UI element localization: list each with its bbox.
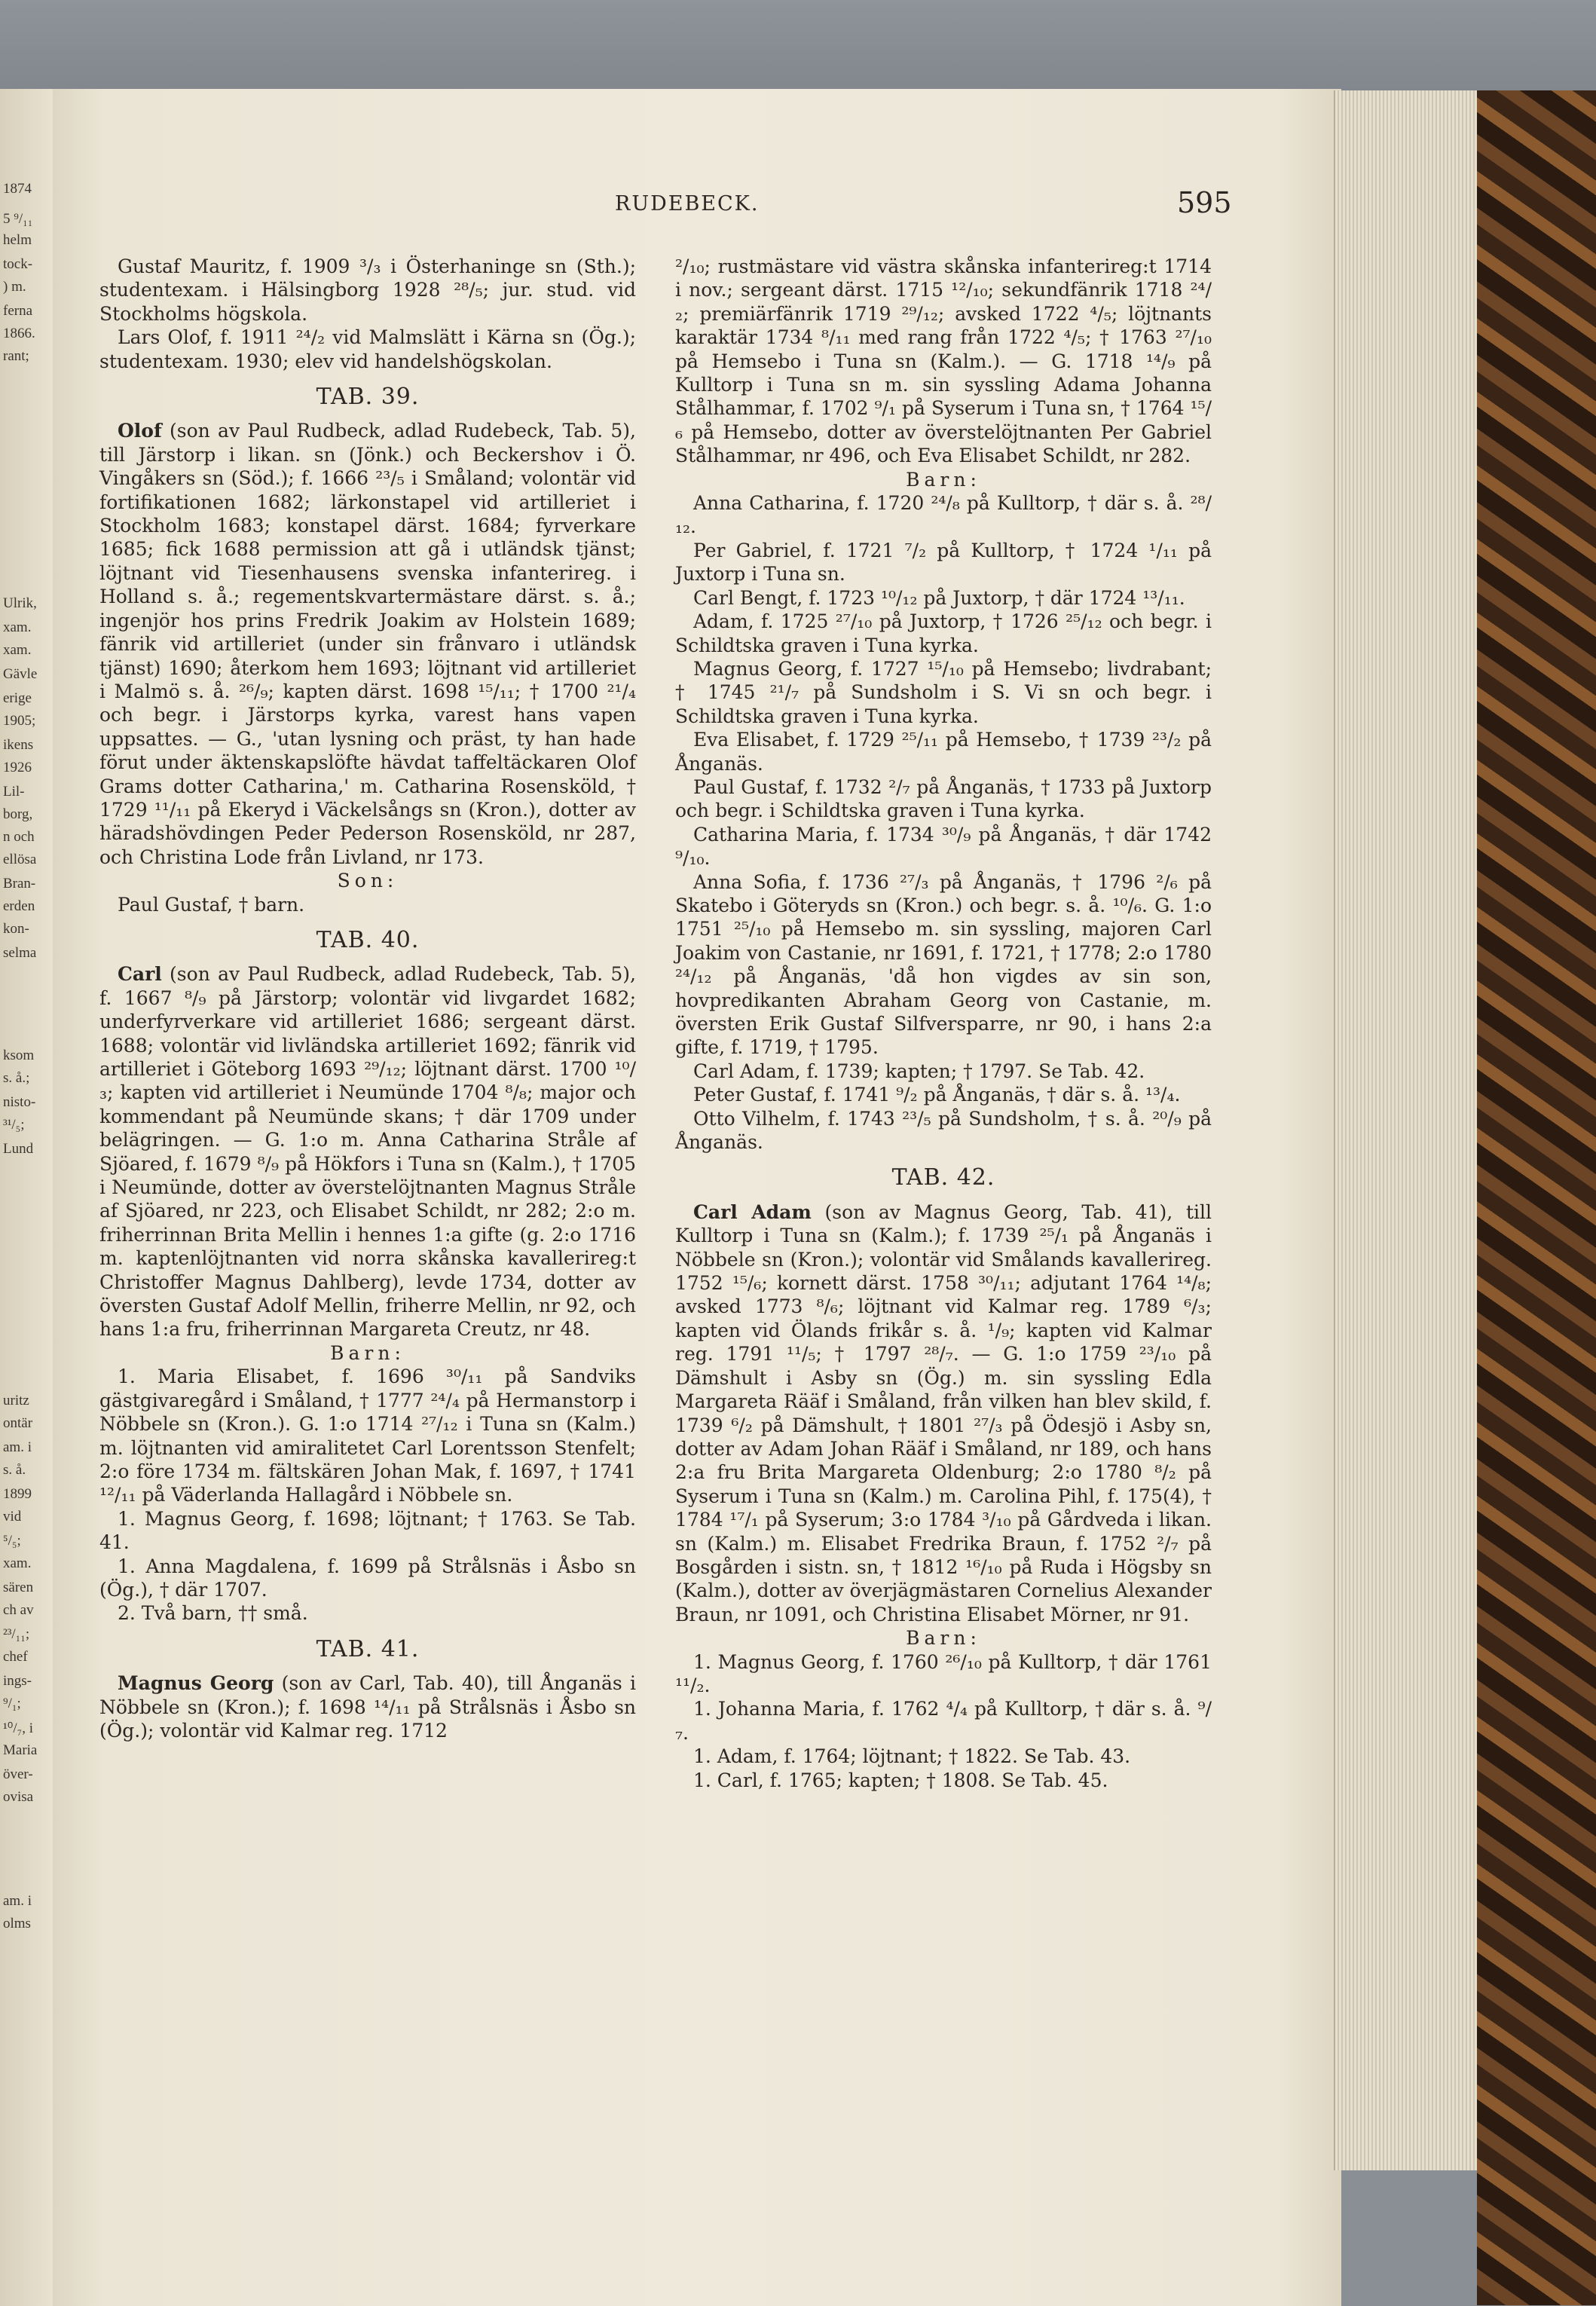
margin-fragment: sären: [3, 1580, 34, 1595]
marbled-binding: [1477, 90, 1596, 2305]
entry-paragraph: [675, 728, 1212, 775]
margin-fragment: kon-: [3, 921, 29, 937]
entry-paragraph: [675, 1060, 1212, 1083]
entry-text: Anna Catharina, f. 1720 ²⁴/₈ på Kulltorp, † där s. å. ²⁸/₁₂.: [675, 492, 1212, 538]
table-heading: TAB. 40.: [316, 926, 420, 953]
margin-fragment: xam.: [3, 619, 32, 635]
entry-name: Carl Adam: [693, 1200, 812, 1223]
margin-fragment: ikens: [3, 737, 34, 753]
entry-text: Carl Bengt, f. 1723 ¹⁰/₁₂ på Juxtorp, † där 1724 ¹³/₁₁.: [693, 586, 1185, 609]
entry-text: Paul Gustaf, † barn.: [118, 893, 305, 916]
entry-text: Adam, f. 1725 ²⁷/₁₀ på Juxtorp, † 1726 ²⁵/₁₂ och begr. i Schildtska graven i Tuna kyrka.: [675, 610, 1212, 656]
margin-fragment: xam.: [3, 642, 32, 658]
entry-text: Carl Adam, f. 1739; kapten; † 1797. Se Tab. 42.: [693, 1060, 1145, 1082]
margin-fragment: 5 ⁹/₁₁: [3, 211, 33, 227]
margin-fragment: ferna: [3, 303, 33, 319]
margin-fragment: s. å.: [3, 1462, 26, 1478]
entry-paragraph: [675, 1650, 1212, 1698]
entry-text: (son av Magnus Georg, Tab. 41), till Kulltorp i Tuna sn (Kalm.); f. 1739 ²⁵/₁ på Ånganäs i Nöbbele sn (Kron.); volontär vid Smålands kavallerireg. 1752 ¹⁵/₆; kornett därst. 1758 ³⁰/₁₁; adjutant 1764 ¹⁴/₈; avsked 1773 ⁸/₆; löjtnant vid Kalmar reg. 1789 ⁶/₃; kapten vid Ölands frikår s. å. ¹/₉; kapten vid Kalmar reg. 1791 ¹¹/₅; † 1797 ²⁸/₇. — G. 1:o 1759 ²³/₁₀ på Dämshult i Asby sn (Ög.) m. sin syssling Edla Margareta Rääf i Småland, från vilken han blev skild, f. 1739 ⁶/₂ på Dämshult, † 1801 ²⁷/₃ på Ödesjö i Asby sn, dotter av Adam Johan Rääf i Småland, nr 189, och hans 2:a fru Brita Margareta Oldenburg; 2:o 1780 ⁸/₂ på Syserum i Tuna sn (Kalm.) m. Carolina Pihl, f. 175(4), † 1784 ¹⁷/₁ på Syserum; 3:o 1784 ³/₁₀ på Gårdveda i likan. sn (Kalm.) m. Elisabet Fredrika Braun, f. 1752 ²/₇ på Bosgården i sistn. sn, † 1812 ¹⁶/₁₀ på Ruda i Högsby sn (Kalm.), dotter av överjägmästaren Cornelius Alexander Braun, nr 1091, och Christina Elisabet Mörner, nr 91.: [675, 1200, 1212, 1626]
margin-fragment: chef: [3, 1649, 28, 1665]
entry-text: (son av Paul Rudbeck, adlad Rudebeck, Tab. 5), f. 1667 ⁸/₉ på Järstorp; volontär vid livgardet 1682; underfyrverkare vid artilleriet 1686; sergeant därst. 1688; volontär vid livländska artilleriet 1692; fänrik vid artilleriet i Göteborg 1693 ²⁹/₁₂; löjtnant därst. 1700 ¹⁰/₃; kapten vid artilleriet i Neumünde 1704 ⁸/₈; major och kommendant på Neumünde skans; † där 1709 under belägringen. — G. 1:o m. Anna Catharina Stråle af Sjöared, f. 1679 ⁸/₉ på Hökfors i Tuna sn (Kalm.), † 1705 i Neumünde, dotter av överstelöjtnanten Magnus Stråle af Sjöared, nr 223, och Elisabet Schildt, nr 282; 2:o m. friherrinnan Brita Mellin i hennes 1:a gifte (g. 2:o 1716 m. kaptenlöjtnanten vid norra skånska kavallerireg:t Christoffer Magnus Dahlberg), levde 1734, dotter av översten Gustaf Adolf Mellin, friherre Mellin, nr 92, och hans 1:a fru, friherrinnan Margareta Creutz, nr 48.: [99, 963, 636, 1341]
left-column: [99, 255, 636, 1742]
entry-paragraph: [675, 539, 1212, 586]
margin-fragment: ings-: [3, 1673, 32, 1689]
entry-paragraph: [675, 775, 1212, 823]
margin-fragment: 1926: [3, 760, 32, 775]
entry-text: 2. Två barn, †† små.: [118, 1602, 308, 1625]
entry-paragraph: [99, 1671, 636, 1742]
margin-fragment: ³¹/₅;: [3, 1117, 25, 1133]
right-column: [675, 255, 1212, 1792]
entry-text: Paul Gustaf, f. 1732 ²/₇ på Ånganäs, † 1733 på Juxtorp och begr. i Schildtska graven i Tuna kyrka.: [675, 775, 1212, 822]
children-label: Barn:: [906, 1627, 981, 1650]
margin-fragment: ⁹/₁;: [3, 1696, 21, 1711]
margin-fragment: selma: [3, 945, 37, 961]
entry-text: 1. Anna Magdalena, f. 1699 på Strålsnäs i Åsbo sn (Ög.), † där 1707.: [99, 1555, 636, 1601]
margin-fragment: s. å.;: [3, 1070, 30, 1086]
entry-paragraph: [675, 610, 1212, 657]
entry-text: Lars Olof, f. 1911 ²⁴/₂ vid Malmslätt i Kärna sn (Ög.); studentexam. 1930; elev vid handelshögskolan.: [99, 326, 636, 372]
table-heading: TAB. 41.: [316, 1635, 420, 1662]
margin-fragment: Ulrik,: [3, 595, 37, 611]
entry-name: Magnus Georg: [118, 1672, 274, 1695]
entry-text: Otto Vilhelm, f. 1743 ²³/₅ på Sundsholm, † s. å. ²⁰/₉ på Ånganäs.: [675, 1107, 1212, 1154]
entry-paragraph: [99, 255, 636, 326]
entry-paragraph: [675, 870, 1212, 1060]
entry-text: 1. Johanna Maria, f. 1762 ⁴/₄ på Kulltorp, † där s. å. ⁹/₇.: [675, 1698, 1212, 1744]
entry-paragraph: [99, 1507, 636, 1555]
entry-paragraph: [675, 255, 1212, 468]
entry-text: Catharina Maria, f. 1734 ³⁰/₉ på Ånganäs, † där 1742 ⁹/₁₀.: [675, 823, 1212, 870]
margin-fragment: 1899: [3, 1486, 32, 1502]
margin-fragment: 1874: [3, 181, 32, 197]
margin-fragment: am. i: [3, 1439, 32, 1455]
entry-paragraph: [675, 823, 1212, 870]
margin-fragment: ⁵/₅;: [3, 1533, 21, 1549]
entry-text: Anna Sofia, f. 1736 ²⁷/₃ på Ånganäs, † 1796 ²/₆ på Skatebo i Göteryds sn (Kron.) och begr. s. å. ¹⁰/₆. G. 1:o 1751 ²⁵/₁₀ på Hemsebo m. sin syssling, majoren Carl Joakim von Castanie, nr 1691, f. 1721, † 1778; 2:o 1780 ²⁴/₁₂ på Ånganäs, 'då hon vigdes av sin son, hovpredikanten Abraham Georg von Castanie, m. översten Erik Gustaf Silfversparre, nr 90, i hans 2:a gifte, f. 1719, † 1795.: [675, 870, 1212, 1059]
entry-paragraph: [675, 1107, 1212, 1155]
margin-fragment: 1866.: [3, 326, 35, 341]
margin-fragment: xam.: [3, 1555, 32, 1571]
margin-fragment: erden: [3, 898, 35, 914]
entry-paragraph: [675, 657, 1212, 728]
margin-fragment: ellösa: [3, 852, 37, 867]
entry-paragraph: [99, 1365, 636, 1506]
table-heading: TAB. 42.: [891, 1164, 995, 1191]
entry-text: 1. Magnus Georg, f. 1698; löjtnant; † 1763. Se Tab. 41.: [99, 1507, 636, 1554]
entry-text: Magnus Georg, f. 1727 ¹⁵/₁₀ på Hemsebo; livdrabant; † 1745 ²¹/₇ på Sundsholm i S. Vi sn och begr. i Schildtska graven i Tuna kyrka.: [675, 657, 1212, 727]
running-head-title: RUDEBECK.: [615, 192, 760, 216]
margin-fragment: uritz: [3, 1393, 29, 1408]
margin-fragment: ²³/₁₁;: [3, 1626, 30, 1642]
margin-fragment: Maria: [3, 1742, 38, 1758]
margin-fragment: rant;: [3, 348, 29, 364]
children-label: Son:: [337, 870, 399, 892]
entry-text: 1. Magnus Georg, f. 1760 ²⁶/₁₀ på Kulltorp, † där 1761 ¹¹/₂.: [675, 1650, 1212, 1696]
entry-paragraph: [99, 893, 636, 916]
entry-text: ²/₁₀; rustmästare vid västra skånska infanterireg:t 1714 i nov.; sergeant därst. 1715 ¹²/₁₀; sekundfänrik 1718 ²⁴/₂; premiärfänrik 1719 ²⁹/₁₂; avsked 1722 ⁴/₅; löjtnants karaktär 1734 ⁸/₁₁ med rang från 1722 ⁴/₅; † 1763 ²⁷/₁₀ på Hemsebo i Tuna sn (Kalm.). — G. 1718 ¹⁴/₉ på Kulltorp i Tuna sn m. sin syssling Adama Johanna Stålhammar, f. 1702 ⁹/₁ på Syserum i Tuna sn, † 1764 ¹⁵/₆ på Hemsebo, dotter av överstelöjtnanten Per Gabriel Stålhammar, nr 496, och Eva Elisabet Schildt, nr 282.: [675, 255, 1212, 467]
margin-fragment: Lil-: [3, 784, 25, 800]
margin-fragment: ksom: [3, 1047, 35, 1063]
entry-paragraph: [675, 1200, 1212, 1626]
margin-fragment: tock-: [3, 256, 33, 272]
entry-text: Gustaf Mauritz, f. 1909 ³/₃ i Österhaninge sn (Sth.); studentexam. i Hälsingborg 1928 ²⁸/₅; jur. stud. vid Stockholms högskola.: [99, 255, 636, 325]
entry-paragraph: [99, 962, 636, 1341]
entry-paragraph: [675, 1083, 1212, 1106]
children-label: Barn:: [330, 1341, 405, 1364]
margin-fragment: n och: [3, 829, 35, 845]
margin-fragment: borg,: [3, 806, 33, 822]
margin-fragment: 1905;: [3, 713, 36, 729]
entry-paragraph: [99, 326, 636, 373]
entry-name: Olof: [118, 420, 162, 442]
entry-paragraph: [99, 419, 636, 869]
margin-fragment: vid: [3, 1509, 22, 1525]
entry-text: (son av Paul Rudbeck, adlad Rudebeck, Tab. 5), till Järstorp i likan. sn (Jönk.) och Beckershov i Ö. Vingåkers sn (Söd.); f. 1666 ²³/₅ i Småland; volontär vid fortifikationen 1682; lärkonstapel vid artilleriet i Stockholm 1683; konstapel därst. 1684; fyrverkare 1685; fick 1688 permission att gå i utländsk tjänst; löjtnant vid Tiesenhausens svenska infanterireg. i Holland s. å.; regementskvartermästare därst. s. å.; ingenjör hos prins Fredrik Joakim av Holstein 1689; fänrik vid artilleriet (under sin frånvaro i utländsk tjänst) 1690; återkom hem 1693; löjtnant vid artilleriet i Malmö s. å. ²⁶/₉; kapten därst. 1698 ¹⁵/₁₁; † 1700 ²¹/₄ och begr. i Järstorps kyrka, varest hans vapen uppsattes. — G., 'utan lysning och präst, ty han hade förut under äktenskapslöfte hävdat taffeltäckaren Olof Grams dotter Catharina,' m. Catharina Rosensköld, † 1729 ¹¹/₁₁ på Ekeryd i Väckelsångs sn (Kron.), dotter av häradshövdingen Peder Pederson Rosensköld, nr 287, och Christina Lode från Livland, nr 173.: [99, 420, 636, 868]
margin-fragment: Lund: [3, 1141, 34, 1157]
margin-fragment: ) m.: [3, 279, 26, 295]
entry-paragraph: [675, 586, 1212, 610]
entry-paragraph: [675, 1745, 1212, 1768]
entry-paragraph: [675, 1697, 1212, 1745]
margin-fragment: erige: [3, 690, 32, 706]
entry-paragraph: [675, 1769, 1212, 1792]
page-edges: [1334, 90, 1482, 2170]
margin-fragment: nisto-: [3, 1094, 36, 1110]
margin-fragment: ovisa: [3, 1789, 34, 1805]
page-number: 595: [1177, 186, 1232, 219]
margin-fragment: ¹⁰/₇, i: [3, 1720, 33, 1736]
entry-text: Eva Elisabet, f. 1729 ²⁵/₁₁ på Hemsebo, † 1739 ²³/₂ på Ånganäs.: [675, 729, 1212, 775]
margin-fragment: helm: [3, 232, 32, 248]
margin-fragment: Bran-: [3, 876, 36, 892]
entry-text: (son av Carl, Tab. 40), till Ånganäs i Nöbbele sn (Kron.); f. 1698 ¹⁴/₁₁ på Strålsnäs i Åsbo sn (Ög.); volontär vid Kalmar reg. 1712: [99, 1672, 636, 1742]
children-label: Barn:: [906, 468, 981, 491]
previous-page-edge: [0, 89, 53, 2306]
margin-fragment: Gävle: [3, 666, 38, 682]
entry-paragraph: [675, 491, 1212, 539]
margin-fragment: am. i: [3, 1893, 32, 1909]
entry-text: 1. Maria Elisabet, f. 1696 ³⁰/₁₁ på Sandviks gästgivaregård i Småland, † 1777 ²⁴/₄ på Hermanstorp i Nöbbele sn (Kron.). G. 1:o 1714 ²⁷/₁₂ i Tuna sn (Kalm.) m. löjtnanten vid amiralitetet Carl Lorentsson Stenfelt; 2:o före 1734 m. fältskären Johan Mak, f. 1697, † 1741 ¹²/₁₁ på Väderlanda Hallagård i Nöbbele sn.: [99, 1366, 636, 1506]
margin-fragment: ch av: [3, 1602, 34, 1618]
margin-fragment: ontär: [3, 1415, 33, 1431]
entry-name: Carl: [118, 963, 162, 986]
entry-text: 1. Adam, f. 1764; löjtnant; † 1822. Se Tab. 43.: [693, 1745, 1131, 1768]
entry-text: Peter Gustaf, f. 1741 ⁹/₂ på Ånganäs, † där s. å. ¹³/₄.: [693, 1084, 1181, 1106]
table-heading: TAB. 39.: [316, 384, 420, 411]
margin-fragment: olms: [3, 1916, 31, 1931]
entry-text: 1. Carl, f. 1765; kapten; † 1808. Se Tab. 45.: [693, 1769, 1108, 1791]
entry-paragraph: [99, 1601, 636, 1625]
entry-text: Per Gabriel, f. 1721 ⁷/₂ på Kulltorp, † 1724 ¹/₁₁ på Juxtorp i Tuna sn.: [675, 539, 1212, 586]
margin-fragment: över-: [3, 1766, 33, 1782]
entry-paragraph: [99, 1555, 636, 1602]
